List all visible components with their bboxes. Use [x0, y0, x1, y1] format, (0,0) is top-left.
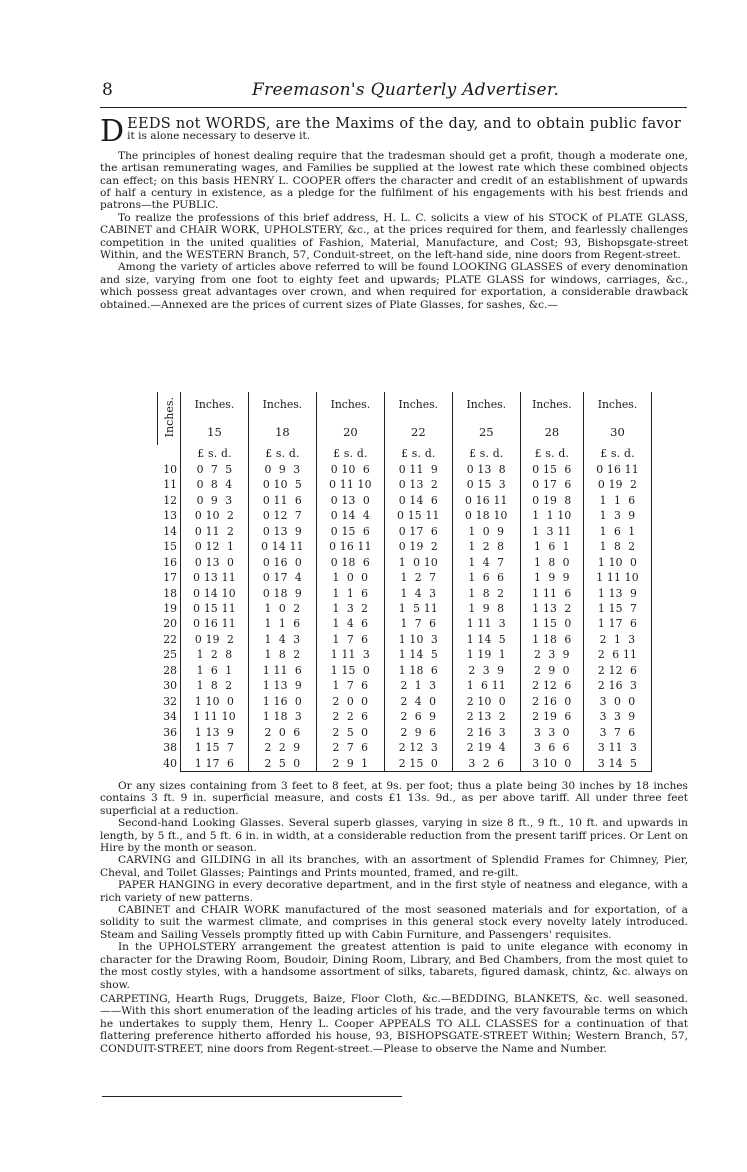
lead-line-2: it is alone necessary to deserve it. [127, 130, 311, 143]
price-cell: 1 0 10 [384, 554, 452, 569]
price-cell: 0 16 11 [452, 493, 520, 508]
price-cell: 1 8 2 [584, 539, 652, 554]
price-cell: 1 13 9 [584, 585, 652, 600]
running-title: Freemason's Quarterly Advertiser. [252, 80, 560, 100]
table-row [158, 477, 652, 492]
price-cell: 1 11 3 [452, 616, 520, 631]
price-cell: 1 1 6 [248, 616, 316, 631]
price-cell: 1 1 6 [316, 585, 384, 600]
table-row [158, 524, 652, 539]
price-cell: 1 1 10 [520, 508, 583, 523]
width-20: 20 [316, 418, 384, 446]
price-cell: 1 3 9 [584, 508, 652, 523]
row-height: 25 [158, 647, 181, 662]
price-cell: 2 7 6 [316, 740, 384, 755]
price-cell: 0 13 0 [316, 493, 384, 508]
price-cell: 1 0 0 [316, 570, 384, 585]
price-cell: 1 6 11 [452, 678, 520, 693]
price-cell: 0 14 10 [181, 585, 249, 600]
price-cell: 3 2 6 [452, 755, 520, 771]
price-cell: 0 16 11 [181, 616, 249, 631]
table-row [158, 694, 652, 709]
header-rule [100, 107, 687, 108]
table-row [158, 570, 652, 585]
row-height: 20 [158, 616, 181, 631]
row-height: 40 [158, 755, 181, 771]
price-cell: 0 18 9 [248, 585, 316, 600]
body-paragraph-7: CARPETING, Hearth Rugs, Druggets, Baize, Floor Cloth, &c.—BEDDING, BLANKETS, &c. well seasoned.——With this short enumeration of the leading articles of his trade, and the very favourable terms on which he undertakes to supply them, Henry L. Cooper APPEALS TO ALL CLASSES for a continuation of that flattering preference hitherto afforded his house, 93, BISHOPSGATE-STREET Within; Western Branch, 57, CONDUIT-STREET, nine doors from Regent-street.—Please to observe the Name and Number. [100, 992, 688, 1055]
table-row [158, 585, 652, 600]
price-cell: 0 10 2 [181, 508, 249, 523]
row-height: 14 [158, 524, 181, 539]
page-number: 8 [102, 80, 113, 100]
body-paragraph-1: Or any sizes containing from 3 feet to 8 feet, at 9s. per foot; thus a plate being 30 inches by 18 inches contains 3 ft. 9 in. superficial measure, and costs £1 13s. 9d., as per above tariff. All under three feet superficial at a reduction. [100, 780, 688, 817]
price-cell: 1 18 3 [248, 709, 316, 724]
currency-header: £ s. d. [181, 445, 249, 461]
price-cell: 1 8 0 [520, 554, 583, 569]
row-height: 30 [158, 678, 181, 693]
col-label-4: Inches. [384, 392, 452, 418]
price-cell: 2 19 4 [452, 740, 520, 755]
currency-header: £ s. d. [584, 445, 652, 461]
price-cell: 2 9 0 [520, 663, 583, 678]
price-cell: 0 11 6 [248, 493, 316, 508]
currency-header: £ s. d. [520, 445, 583, 461]
row-height: 22 [158, 632, 181, 647]
price-cell: 0 19 2 [584, 477, 652, 492]
price-cell: 1 7 6 [316, 632, 384, 647]
price-cell: 1 4 6 [316, 616, 384, 631]
price-cell: 0 7 5 [181, 462, 249, 477]
price-cell: 1 3 2 [316, 601, 384, 616]
body-paragraph-4: PAPER HANGING in every decorative department, and in the first style of neatness and elegance, with a rich variety of new patterns. [100, 879, 688, 904]
row-height: 38 [158, 740, 181, 755]
price-cell: 1 10 3 [384, 632, 452, 647]
price-cell: 0 11 2 [181, 524, 249, 539]
price-cell: 0 19 8 [520, 493, 583, 508]
table-row [158, 632, 652, 647]
price-cell: 1 0 2 [248, 601, 316, 616]
price-cell: 3 11 3 [584, 740, 652, 755]
price-cell: 0 13 8 [452, 462, 520, 477]
price-cell: 2 19 6 [520, 709, 583, 724]
table-row [158, 709, 652, 724]
price-cell: 3 10 0 [520, 755, 583, 771]
currency-corner [158, 445, 181, 461]
price-cell: 0 17 6 [384, 524, 452, 539]
price-cell: 1 11 6 [520, 585, 583, 600]
price-cell: 1 0 9 [452, 524, 520, 539]
table-row [158, 508, 652, 523]
price-cell: 1 8 2 [248, 647, 316, 662]
price-cell: 3 7 6 [584, 724, 652, 739]
table-row [158, 493, 652, 508]
price-cell: 0 15 6 [520, 462, 583, 477]
price-cell: 1 5 11 [384, 601, 452, 616]
row-height: 17 [158, 570, 181, 585]
price-cell: 0 9 3 [181, 493, 249, 508]
footer-rule [102, 1096, 402, 1097]
price-cell: 2 12 6 [520, 678, 583, 693]
price-cell: 2 2 6 [316, 709, 384, 724]
row-height: 19 [158, 601, 181, 616]
price-cell: 0 9 3 [248, 462, 316, 477]
intro-paragraph-3: Among the variety of articles above referred to will be found LOOKING GLASSES of every denomination and size, varying from one foot to eighty feet and upwards; PLATE GLASS for windows, carriages, &c., which possess great advantages over crown, and when required for exportation, a considerable drawback obtained.—Annexed are the prices of current sizes of Plate Glasses, for sashes, &c.— [100, 261, 688, 311]
price-cell: 3 3 9 [584, 709, 652, 724]
price-cell: 0 12 1 [181, 539, 249, 554]
row-height: 10 [158, 462, 181, 477]
price-cell: 2 1 3 [584, 632, 652, 647]
row-height: 12 [158, 493, 181, 508]
price-cell: 1 6 6 [452, 570, 520, 585]
price-cell: 0 14 4 [316, 508, 384, 523]
intro-paragraph-2: To realize the professions of this brief address, H. L. C. solicits a view of his STOCK of PLATE GLASS, CABINET and CHAIR WORK, UPHOLSTERY, &c., at the prices required for them, and fearlessly challenges competition in the united qualities of Fashion, Material, Manufacture, and Cost; 93, Bishopsgate-street Within, and the WESTERN Branch, 57, Conduit-street, on the left-hand side, nine doors from Regent-street. [100, 211, 688, 262]
price-cell: 1 1 6 [584, 493, 652, 508]
price-cell: 1 16 0 [248, 694, 316, 709]
price-cell: 2 12 6 [584, 663, 652, 678]
price-cell: 1 7 6 [316, 678, 384, 693]
price-cell: 1 8 2 [181, 678, 249, 693]
table-row [158, 539, 652, 554]
price-cell: 0 16 0 [248, 554, 316, 569]
price-cell: 1 11 3 [316, 647, 384, 662]
table-row [158, 678, 652, 693]
price-cell: 0 15 3 [452, 477, 520, 492]
body-paragraph-5: CABINET and CHAIR WORK manufactured of the most seasoned materials and for exportation, of a solidity to suit the warmest climate, and comprises in this general stock every novelty lately introduced. Steam and Sailing Vessels promptly fitted up with Cabin Furniture, and Passengers' requisites. [100, 904, 688, 941]
price-cell: 2 6 9 [384, 709, 452, 724]
price-cell: 1 9 9 [520, 570, 583, 585]
row-height: 34 [158, 709, 181, 724]
price-cell: 1 7 6 [384, 616, 452, 631]
price-cell: 0 14 6 [384, 493, 452, 508]
price-cell: 2 10 0 [452, 694, 520, 709]
price-cell: 0 14 11 [248, 539, 316, 554]
row-height: 15 [158, 539, 181, 554]
price-cell: 3 3 0 [520, 724, 583, 739]
table-row [158, 601, 652, 616]
price-cell: 0 10 5 [248, 477, 316, 492]
price-cell: 3 14 5 [584, 755, 652, 771]
price-cell: 1 10 0 [181, 694, 249, 709]
intro-paragraph-1: The principles of honest dealing require that the tradesman should get a profit, though a moderate one, the artisan remunerating wages, and Families be supplied at the lowest rate which these combined objects can effect; on this basis HENRY L. COOPER offers the character and credit of an establishment of upwards of half a century in existence, as a pledge for the fulfilment of his engagements with his best friends and patrons—the PUBLIC. [100, 149, 688, 212]
price-cell: 1 13 2 [520, 601, 583, 616]
price-cell: 1 15 7 [584, 601, 652, 616]
price-cell: 1 17 6 [181, 755, 249, 771]
price-cell: 1 11 10 [181, 709, 249, 724]
price-cell: 2 0 6 [248, 724, 316, 739]
price-cell: 1 4 3 [384, 585, 452, 600]
row-height: 11 [158, 477, 181, 492]
price-cell: 0 18 6 [316, 554, 384, 569]
price-cell: 0 18 10 [452, 508, 520, 523]
price-cell: 1 15 0 [316, 663, 384, 678]
price-cell: 1 14 5 [452, 632, 520, 647]
price-cell: 2 2 9 [248, 740, 316, 755]
row-height: 16 [158, 554, 181, 569]
price-cell: 0 13 2 [384, 477, 452, 492]
price-cell: 0 11 10 [316, 477, 384, 492]
price-cell: 1 14 5 [384, 647, 452, 662]
price-cell: 1 6 1 [584, 524, 652, 539]
price-cell: 0 16 11 [584, 462, 652, 477]
lead-line: EEDS not WORDS, are the Maxims of the day, and to obtain public favor [127, 116, 682, 132]
price-cell: 1 19 1 [452, 647, 520, 662]
price-cell: 1 18 6 [384, 663, 452, 678]
col-label-2: Inches. [248, 392, 316, 418]
price-cell: 1 8 2 [452, 585, 520, 600]
price-cell: 1 4 7 [452, 554, 520, 569]
price-table-body [158, 392, 652, 772]
table-row [158, 724, 652, 739]
currency-header: £ s. d. [316, 445, 384, 461]
price-cell: 2 16 3 [452, 724, 520, 739]
price-cell: 1 2 8 [452, 539, 520, 554]
row-height: 32 [158, 694, 181, 709]
table-row [158, 554, 652, 569]
price-cell: 0 15 6 [316, 524, 384, 539]
row-axis-label: Inches. [158, 392, 181, 445]
price-cell: 1 10 0 [584, 554, 652, 569]
col-label-3: Inches. [316, 392, 384, 418]
row-height: 28 [158, 663, 181, 678]
price-cell: 0 15 11 [384, 508, 452, 523]
price-cell: 1 13 9 [248, 678, 316, 693]
body-section [100, 780, 688, 1055]
drop-cap: D [100, 114, 125, 149]
col-label-7: Inches. [584, 392, 652, 418]
price-cell: 2 1 3 [384, 678, 452, 693]
currency-header: £ s. d. [452, 445, 520, 461]
body-paragraph-3: CARVING and GILDING in all its branches, with an assortment of Splendid Frames for Chimney, Pier, Cheval, and Toilet Glasses; Paintings and Prints mounted, framed, and re-gilt. [100, 854, 688, 879]
price-cell: 2 3 9 [452, 663, 520, 678]
price-cell: 2 13 2 [452, 709, 520, 724]
price-cell: 2 9 1 [316, 755, 384, 771]
price-cell: 1 9 8 [452, 601, 520, 616]
width-18: 18 [248, 418, 316, 446]
price-cell: 3 0 0 [584, 694, 652, 709]
price-cell: 0 19 2 [384, 539, 452, 554]
price-cell: 1 11 10 [584, 570, 652, 585]
row-height: 36 [158, 724, 181, 739]
table-row [158, 616, 652, 631]
row-height: 13 [158, 508, 181, 523]
price-cell: 1 6 1 [520, 539, 583, 554]
width-25: 25 [452, 418, 520, 446]
price-cell: 3 6 6 [520, 740, 583, 755]
price-cell: 0 11 9 [384, 462, 452, 477]
currency-row [158, 445, 652, 461]
price-cell: 0 17 4 [248, 570, 316, 585]
price-cell: 1 15 0 [520, 616, 583, 631]
col-label-1: Inches. [181, 392, 249, 418]
price-cell: 2 5 0 [248, 755, 316, 771]
currency-header: £ s. d. [248, 445, 316, 461]
price-cell: 2 6 11 [584, 647, 652, 662]
price-cell: 0 12 7 [248, 508, 316, 523]
price-cell: 0 16 11 [316, 539, 384, 554]
row-height: 18 [158, 585, 181, 600]
price-cell: 1 3 11 [520, 524, 583, 539]
price-cell: 2 0 0 [316, 694, 384, 709]
table-row [158, 755, 652, 771]
width-28: 28 [520, 418, 583, 446]
table-row [158, 663, 652, 678]
width-22: 22 [384, 418, 452, 446]
price-cell: 1 13 9 [181, 724, 249, 739]
price-cell: 2 4 0 [384, 694, 452, 709]
price-cell: 2 16 0 [520, 694, 583, 709]
table-row [158, 740, 652, 755]
table-row [158, 462, 652, 477]
price-cell: 1 15 7 [181, 740, 249, 755]
col-label-6: Inches. [520, 392, 583, 418]
price-cell: 1 6 1 [181, 663, 249, 678]
price-cell: 1 11 6 [248, 663, 316, 678]
price-cell: 1 2 8 [181, 647, 249, 662]
price-cell: 0 13 11 [181, 570, 249, 585]
price-cell: 2 15 0 [384, 755, 452, 771]
body-paragraph-6: In the UPHOLSTERY arrangement the greatest attention is paid to unite elegance with economy in character for the Drawing Room, Boudoir, Dining Room, Library, and Bed Chambers, from the most quiet to the most costly styles, with a handsome assortment of silks, tabarets, figured damask, chintz, &c. always on show. [100, 941, 688, 991]
price-cell: 1 2 7 [384, 570, 452, 585]
price-cell: 1 17 6 [584, 616, 652, 631]
price-cell: 0 17 6 [520, 477, 583, 492]
table-row [158, 647, 652, 662]
price-cell: 0 8 4 [181, 477, 249, 492]
price-cell: 2 5 0 [316, 724, 384, 739]
currency-header: £ s. d. [384, 445, 452, 461]
price-cell: 2 9 6 [384, 724, 452, 739]
width-30: 30 [584, 418, 652, 446]
price-table [157, 392, 652, 772]
price-cell: 0 10 6 [316, 462, 384, 477]
price-cell: 2 3 9 [520, 647, 583, 662]
body-paragraph-2: Second-hand Looking Glasses. Several superb glasses, varying in size 8 ft., 9 ft., 10 ft. and upwards in length, by 5 ft., and 5 ft. 6 in. in width, at a considerable reduction from the present tariff prices. Or Lent on Hire by the month or season. [100, 817, 688, 855]
price-cell: 0 19 2 [181, 632, 249, 647]
width-15: 15 [181, 418, 249, 446]
price-cell: 1 18 6 [520, 632, 583, 647]
page-header [102, 80, 685, 102]
price-cell: 0 13 0 [181, 554, 249, 569]
price-cell: 0 15 11 [181, 601, 249, 616]
price-cell: 0 13 9 [248, 524, 316, 539]
price-cell: 1 4 3 [248, 632, 316, 647]
col-label-5: Inches. [452, 392, 520, 418]
price-cell: 2 12 3 [384, 740, 452, 755]
price-cell: 2 16 3 [584, 678, 652, 693]
intro-section [100, 114, 688, 311]
